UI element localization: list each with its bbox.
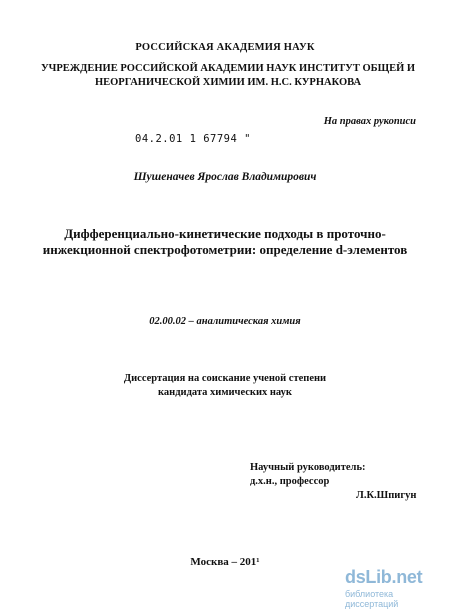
watermark-subtitle: библиотека диссертаций: [345, 589, 399, 609]
advisor-title: д.х.н., профессор: [250, 476, 330, 487]
watermark: [345, 567, 445, 609]
manuscript-note: На правах рукописи: [323, 116, 416, 127]
library-stamp: 04.2.01 1 67794 ": [135, 133, 251, 145]
degree-line-1: Диссертация на соискание ученой степени: [123, 373, 327, 384]
author-name: Шушеначев Ярослав Владимирович: [133, 171, 317, 183]
specialty-code: 02.00.02 – аналитическая химия: [149, 316, 301, 327]
advisor-label: Научный руководитель:: [250, 462, 366, 473]
dissertation-title: Дифференциально-кинетические подходы в проточно-инжекционной спектрофотометрии: определение d-элементов: [42, 226, 408, 257]
watermark-logo: dsLib.net: [345, 567, 423, 587]
degree-line-2: кандидата химических наук: [158, 387, 292, 398]
advisor-name: Л.К.Шпигун: [356, 490, 417, 501]
academy-heading: РОССИЙСКАЯ АКАДЕМИЯ НАУК: [135, 42, 315, 53]
institution-heading: УЧРЕЖДЕНИЕ РОССИЙСКОЙ АКАДЕМИИ НАУК ИНСТИТУТ ОБЩЕЙ И НЕОРГАНИЧЕСКОЙ ХИМИИ ИМ. Н.С. КУРНАКОВА: [40, 63, 416, 88]
place-year: Москва – 201¹: [190, 556, 260, 568]
